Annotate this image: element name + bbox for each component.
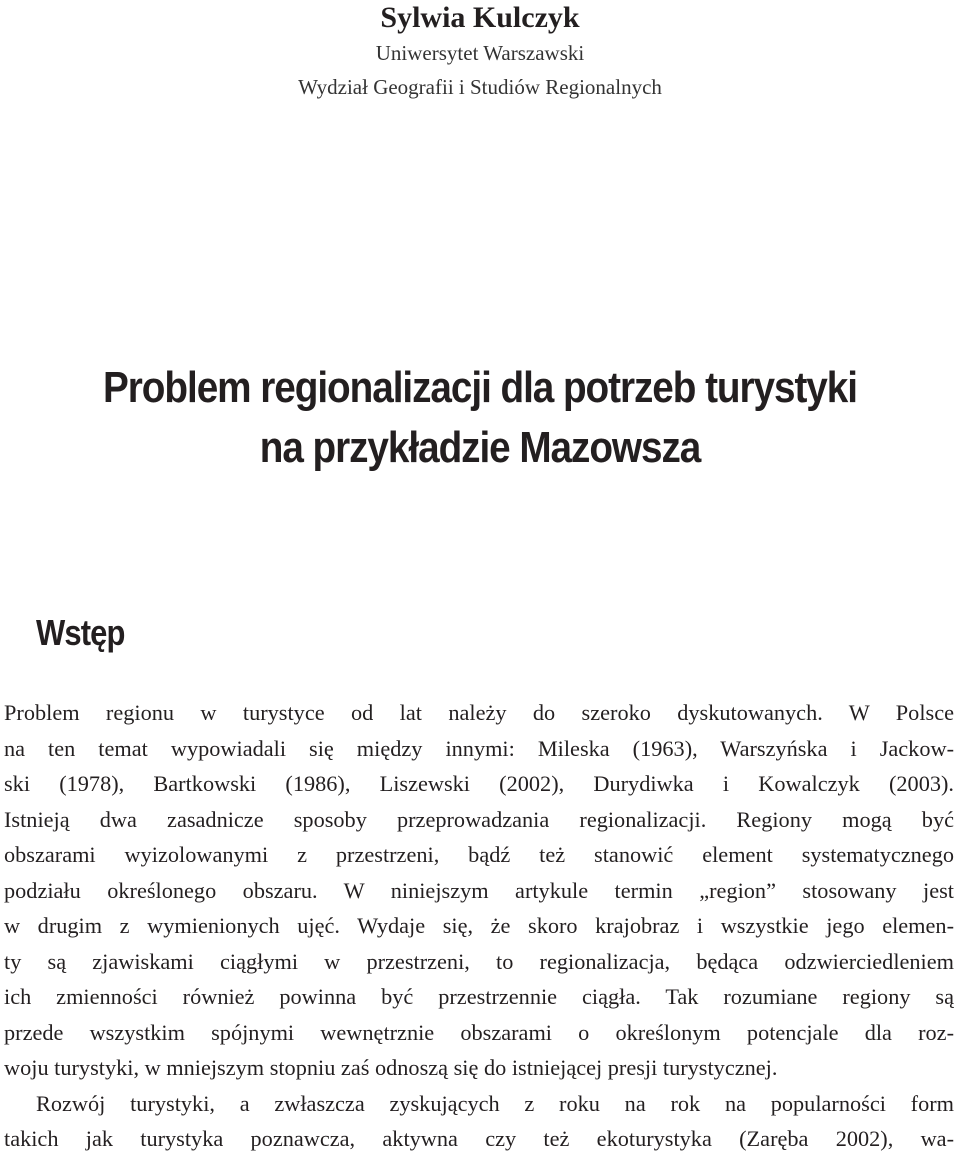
article-title bbox=[0, 358, 960, 478]
text-line: Rozwój turystyki, a zwłaszcza zyskujących z roku na rok na popularności form bbox=[36, 1090, 954, 1116]
title-line-1: Problem regionalizacji dla potrzeb turystyki bbox=[103, 363, 857, 412]
affiliation-faculty: Wydział Geografii i Studiów Regionalnych bbox=[298, 75, 662, 99]
body-paragraphs bbox=[4, 695, 954, 1157]
text-line: w drugim z wymienionych ujęć. Wydaje się, że skoro krajobraz i wszystkie jego elemen- bbox=[4, 913, 954, 938]
affiliation-university: Uniwersytet Warszawski bbox=[375, 41, 585, 65]
section-heading: Wstęp bbox=[36, 612, 125, 653]
text-line: podziału określonego obszaru. W niniejszym artykule termin „region” stosowany jest bbox=[4, 877, 954, 903]
text-line: Problem regionu w turystyce od lat należy do szeroko dyskutowanych. W Polsce bbox=[4, 700, 954, 725]
text-line: ty są zjawiskami ciągłymi w przestrzeni, to regionalizacja, będąca odzwierciedleniem bbox=[4, 948, 954, 974]
text-line: ich zmienności również powinna być przestrzennie ciągła. Tak rozumiane regiony są bbox=[4, 984, 954, 1009]
text-line: takich jak turystyka poznawcza, aktywna czy też ekoturystyka (Zaręba 2002), wa- bbox=[4, 1126, 954, 1151]
text-line: ski (1978), Bartkowski (1986), Liszewski (2002), Durydiwka i Kowalczyk (2003). bbox=[4, 771, 954, 796]
text-line: obszarami wyizolowanymi z przestrzeni, bądź też stanowić element systematycznego bbox=[4, 842, 954, 867]
author-block bbox=[0, 0, 960, 104]
text-line: woju turystyki, w mniejszym stopniu zaś odnoszą się do istniejącej presji turystycznej. bbox=[4, 1055, 778, 1080]
text-line: Istnieją dwa zasadnicze sposoby przeprowadzania regionalizacji. Regiony mogą być bbox=[4, 806, 954, 832]
title-line-2: na przykładzie Mazowsza bbox=[259, 423, 701, 472]
author-name: Sylwia Kulczyk bbox=[380, 1, 580, 34]
text-line: przede wszystkim spójnymi wewnętrznie obszarami o określonym potencjale dla roz- bbox=[4, 1019, 954, 1045]
text-line: na ten temat wypowiadali się między innymi: Mileska (1963), Warszyńska i Jackow- bbox=[4, 735, 954, 761]
